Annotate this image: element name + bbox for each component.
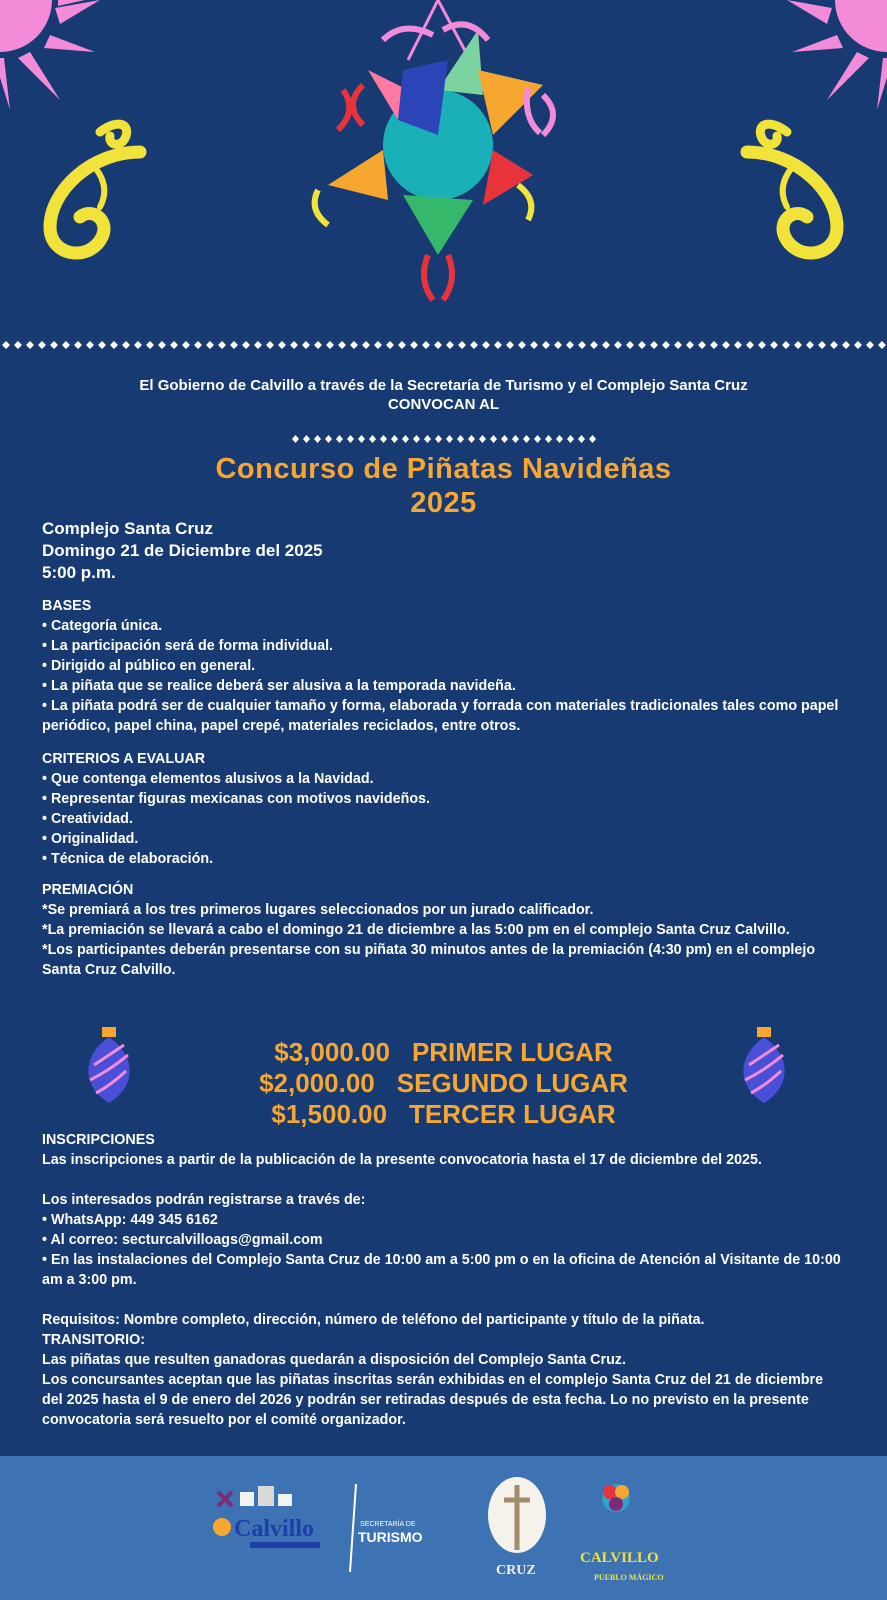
bases-item: • La piñata que se realice deberá ser alusiva a la temporada navideña. — [42, 678, 516, 694]
bases-section — [42, 596, 842, 736]
register-option: • Al correo: secturcalvilloags@gmail.com — [42, 1232, 323, 1248]
logo-calvillo-magico-text: CALVILLO — [580, 1550, 659, 1566]
logo-turismo-text: TURISMO — [358, 1529, 423, 1545]
spacer — [42, 1290, 842, 1310]
transitorio-line: Los concursantes aceptan que las piñatas inscritas serán exhibidas en el complejo Santa Cruz del 21 de diciembre del 2025 hasta el 9 de enero del 2026 y podrán ser retiradas después de esta fecha. Lo no previsto en la presente convocatoria será resuelto por el comité organizador. — [42, 1372, 824, 1428]
premiacion-line: *Se premiará a los tres primeros lugares seleccionados por un jurado calificador. — [42, 902, 594, 918]
bases-item: • Categoría única. — [42, 618, 163, 634]
prize-row-second — [220, 1068, 667, 1099]
yellow-scroll-left — [30, 112, 160, 272]
criterios-section — [42, 749, 842, 869]
register-intro: Los interesados podrán registrarse a través de: — [42, 1192, 366, 1208]
prize-amount: $3,000.00 — [274, 1037, 390, 1067]
santa-cruz-logo — [482, 1470, 552, 1590]
logo-secretaria-text: SECRETARÍA DE — [360, 1521, 416, 1528]
intro-line-2: CONVOCAN AL — [387, 396, 500, 413]
prize-amount: $1,500.00 — [271, 1099, 388, 1129]
criterios-heading: CRITERIOS A EVALUAR — [42, 751, 206, 767]
yellow-scroll-right — [727, 112, 857, 272]
footer-logos-band — [0, 1456, 887, 1600]
premiacion-section — [42, 880, 842, 980]
inscripciones-section — [42, 1130, 842, 1430]
intro-line-1: El Gobierno de Calvillo a través de la Secretaría de Turismo y el Complejo Santa Cruz — [139, 377, 748, 394]
premiacion-line: *Los participantes deberán presentarse con su piñata 30 minutos antes de la premiación (4:30 pm) en el complejo Santa Cruz Calvillo. — [42, 942, 816, 978]
criterios-item: • Representar figuras mexicanas con motivos navideños. — [42, 791, 430, 807]
logo-pueblo-magico-text: PUEBLO MÁGICO — [594, 1573, 664, 1582]
premiacion-heading: PREMIACIÓN — [42, 882, 134, 898]
criterios-item: • Creatividad. — [42, 811, 133, 827]
inscripciones-heading: INSCRIPCIONES — [42, 1132, 155, 1148]
event-details — [42, 518, 323, 584]
transitorio-heading: TRANSITORIO: — [42, 1332, 145, 1348]
spacer — [42, 1170, 842, 1190]
logo-calvillo-text: Calvillo — [234, 1516, 315, 1542]
prize-place: SEGUNDO LUGAR — [396, 1068, 628, 1098]
pink-sun-top-left — [0, 0, 120, 120]
pinata-star-illustration — [288, 0, 588, 320]
criterios-item: • Técnica de elaboración. — [42, 851, 214, 867]
register-option: • En las instalaciones del Complejo Santa Cruz de 10:00 am a 5:00 pm o en la oficina de Atención al Visitante de 10:00 am a 3:00 pm. — [42, 1252, 841, 1288]
event-venue: Complejo Santa Cruz — [42, 519, 213, 538]
calvillo-logo — [210, 1482, 340, 1590]
pueblo-magico-logo — [580, 1476, 670, 1594]
premiacion-line: *La premiación se llevará a cabo el domingo 21 de diciembre a las 5:00 pm en el complejo Santa Cruz Calvillo. — [42, 922, 790, 938]
diamond-divider — [0, 338, 887, 352]
event-date: Domingo 21 de Diciembre del 2025 — [42, 541, 323, 560]
prize-place: PRIMER LUGAR — [411, 1037, 613, 1067]
logo-santa-cruz-text: CRUZ — [496, 1563, 536, 1578]
bases-item: • La participación será de forma individual. — [42, 638, 334, 654]
prizes-list — [220, 1037, 667, 1130]
title-year: 2025 — [410, 487, 477, 519]
transitorio-line: Las piñatas que resulten ganadoras quedarán a disposición del Complejo Santa Cruz. — [42, 1352, 626, 1368]
inscripciones-text: Las inscripciones a partir de la publicación de la presente convocatoria hasta el 17 de diciembre del 2025. — [42, 1152, 762, 1168]
pink-sun-top-right — [767, 0, 887, 120]
page-title — [150, 452, 737, 520]
prize-row-first — [220, 1037, 667, 1068]
bases-heading: BASES — [42, 598, 92, 614]
register-option: • WhatsApp: 449 345 6162 — [42, 1212, 218, 1228]
christmas-ornament-right — [735, 1025, 793, 1105]
prize-row-third — [220, 1099, 667, 1130]
criterios-item: • Que contenga elementos alusivos a la Navidad. — [42, 771, 374, 787]
bases-item: • La piñata podrá ser de cualquier tamaño y forma, elaborada y forrada con materiales tradicionales tales como papel periódico, papel china, papel crepé, materiales reciclados, entre otros. — [42, 698, 839, 734]
title-line-1: Concurso de Piñatas Navideñas — [215, 453, 672, 485]
criterios-item: • Originalidad. — [42, 831, 139, 847]
christmas-ornament-left — [80, 1025, 138, 1105]
requisitos: Requisitos: Nombre completo, dirección, número de teléfono del participante y título de la piñata. — [42, 1312, 705, 1328]
prize-place: TERCER LUGAR — [409, 1099, 616, 1129]
intro-text — [40, 376, 847, 414]
turismo-logo — [342, 1482, 432, 1572]
diamond-divider-small — [290, 433, 600, 445]
event-time: 5:00 p.m. — [42, 563, 116, 582]
prize-amount: $2,000.00 — [259, 1068, 375, 1098]
bases-item: • Dirigido al público en general. — [42, 658, 256, 674]
